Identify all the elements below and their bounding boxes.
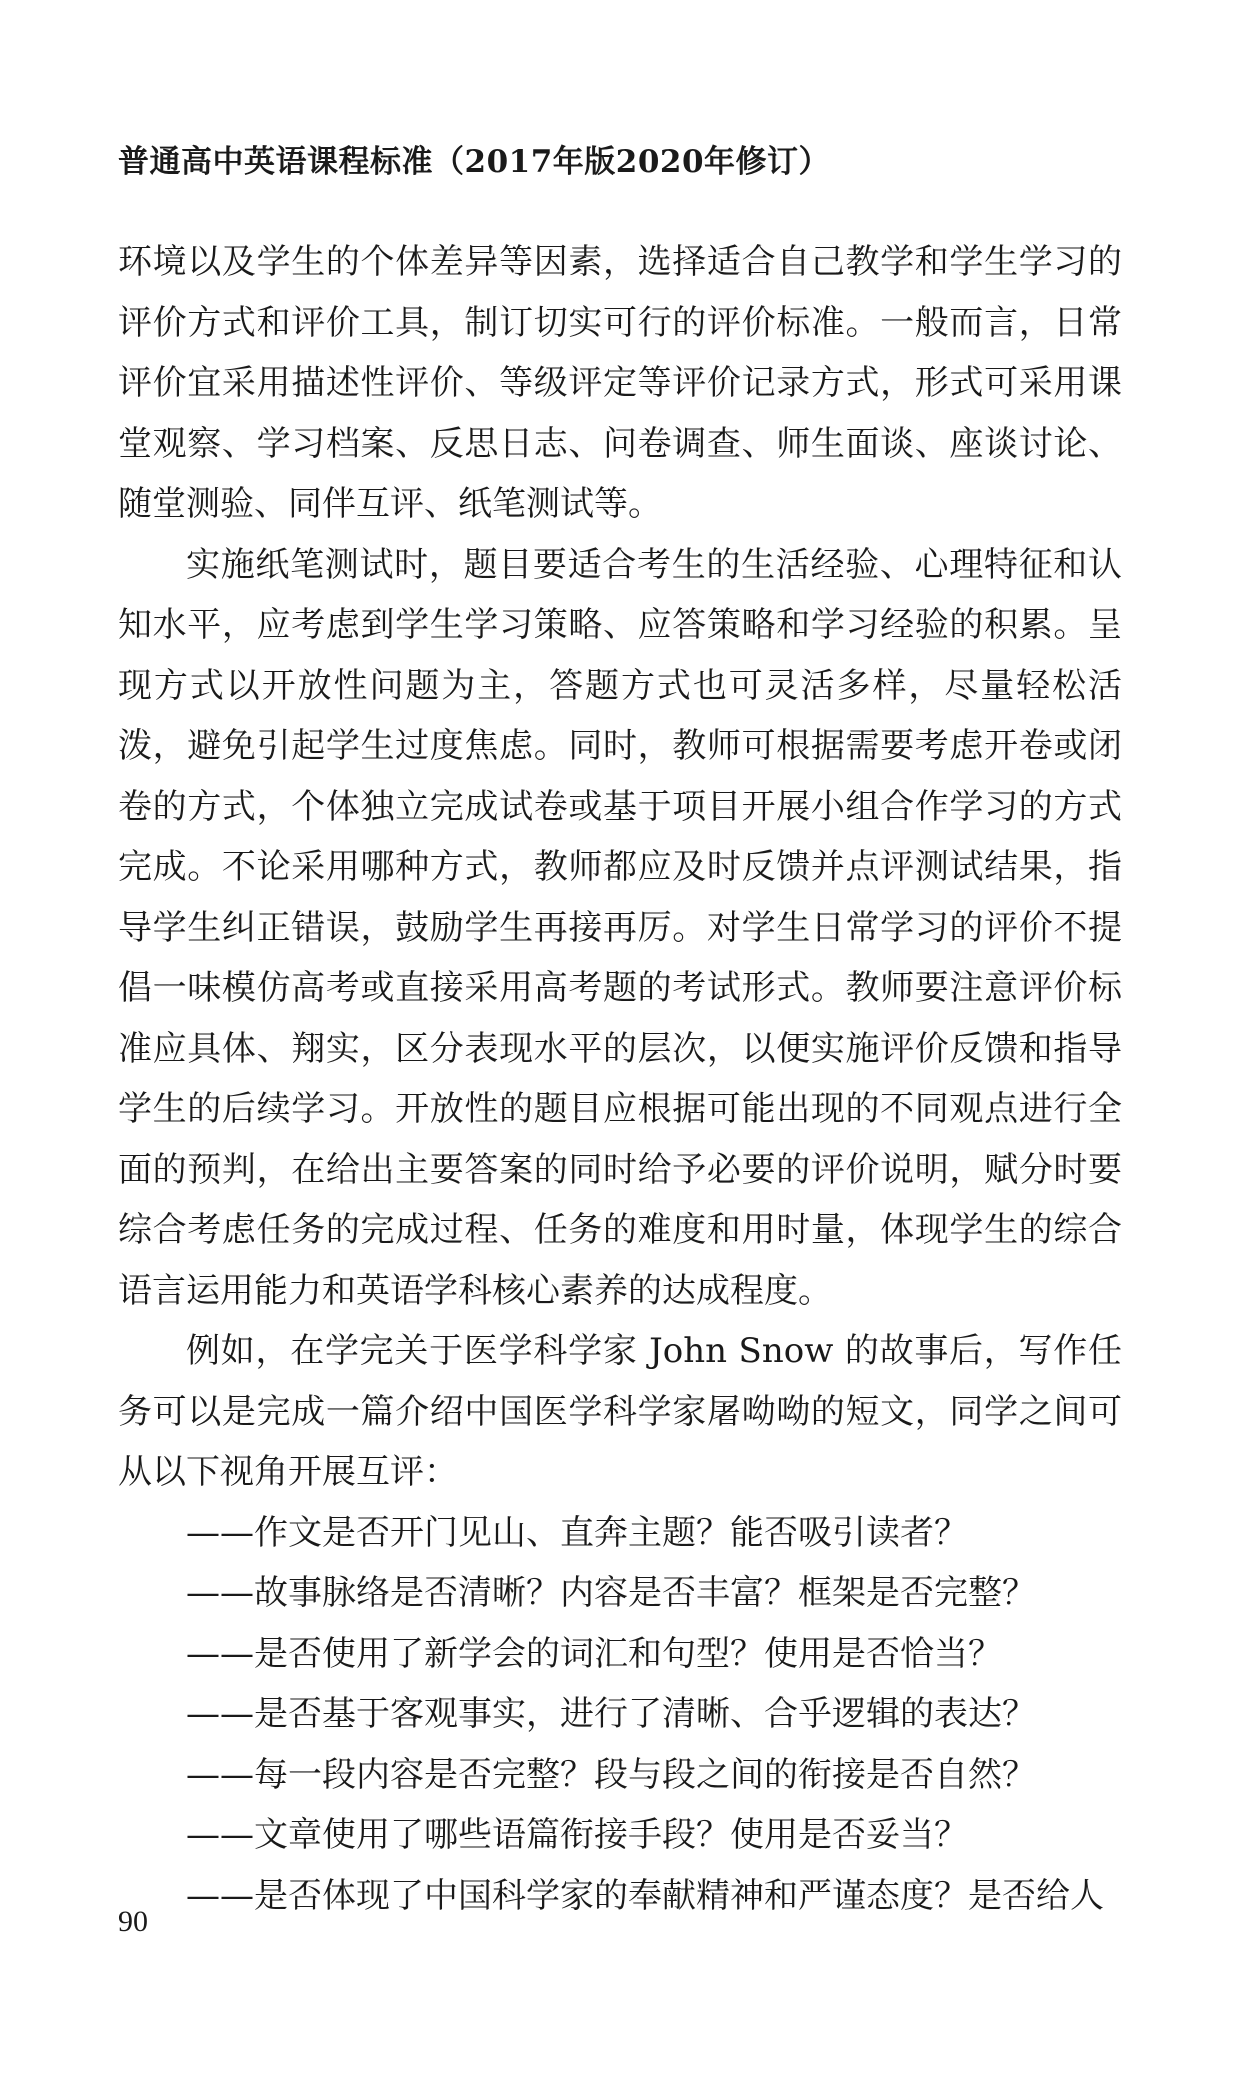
- body-text: [118, 232, 1122, 1926]
- checklist-item: ——故事脉络是否清晰？内容是否丰富？框架是否完整？: [186, 1573, 1036, 1613]
- paragraph-written-test: 实施纸笔测试时，题目要适合考生的生活经验、心理特征和认知水平，应考虑到学生学习策略、应答策略和学习经验的积累。呈现方式以开放性问题为主，答题方式也可灵活多样，尽量轻松活泼，避免引起学生过度焦虑。同时，教师可根据需要考虑开卷或闭卷的方式，个体独立完成试卷或基于项目开展小组合作学习的方式完成。不论采用哪种方式，教师都应及时反馈并点评测试结果，指导学生纠正错误，鼓励学生再接再厉。对学生日常学习的评价不提倡一味模仿高考或直接采用高考题的考试形式。教师要注意评价标准应具体、翔实，区分表现水平的层次，以便实施评价反馈和指导学生的后续学习。开放性的题目应根据可能出现的不同观点进行全面的预判，在给出主要答案的同时给予必要的评价说明，赋分时要综合考虑任务的完成过程、任务的难度和用时量，体现学生的综合语言运用能力和英语学科核心素养的达成程度。: [118, 544, 1122, 1311]
- running-header: 普通高中英语课程标准（2017年版2020年修订）: [118, 144, 831, 180]
- checklist-item: ——文章使用了哪些语篇衔接手段？使用是否妥当？: [186, 1815, 968, 1855]
- checklist-item: ——作文是否开门见山、直奔主题？能否吸引读者？: [186, 1512, 968, 1553]
- page-number: 90: [118, 1905, 148, 1938]
- checklist-item: ——每一段内容是否完整？段与段之间的衔接是否自然？: [186, 1754, 1036, 1795]
- paragraph-continuation: 环境以及学生的个体差异等因素，选择适合自己教学和学生学习的评价方式和评价工具，制订切实可行的评价标准。一般而言，日常评价宜采用描述性评价、等级评定等评价记录方式，形式可采用课堂观察、学习档案、反思日志、问卷调查、师生面谈、座谈讨论、随堂测验、同伴互评、纸笔测试等。: [118, 242, 1122, 524]
- checklist-item: ——是否基于客观事实，进行了清晰、合乎逻辑的表达？: [186, 1694, 1036, 1734]
- checklist-item: ——是否使用了新学会的词汇和句型？使用是否恰当？: [186, 1633, 1002, 1674]
- paragraph-example: 例如，在学完关于医学科学家 John Snow 的故事后，写作任务可以是完成一篇介绍中国医学科学家屠呦呦的短文，同学之间可从以下视角开展互评：: [118, 1331, 1122, 1492]
- checklist-item: ——是否体现了中国科学家的奉献精神和严谨态度？是否给人: [186, 1875, 1104, 1916]
